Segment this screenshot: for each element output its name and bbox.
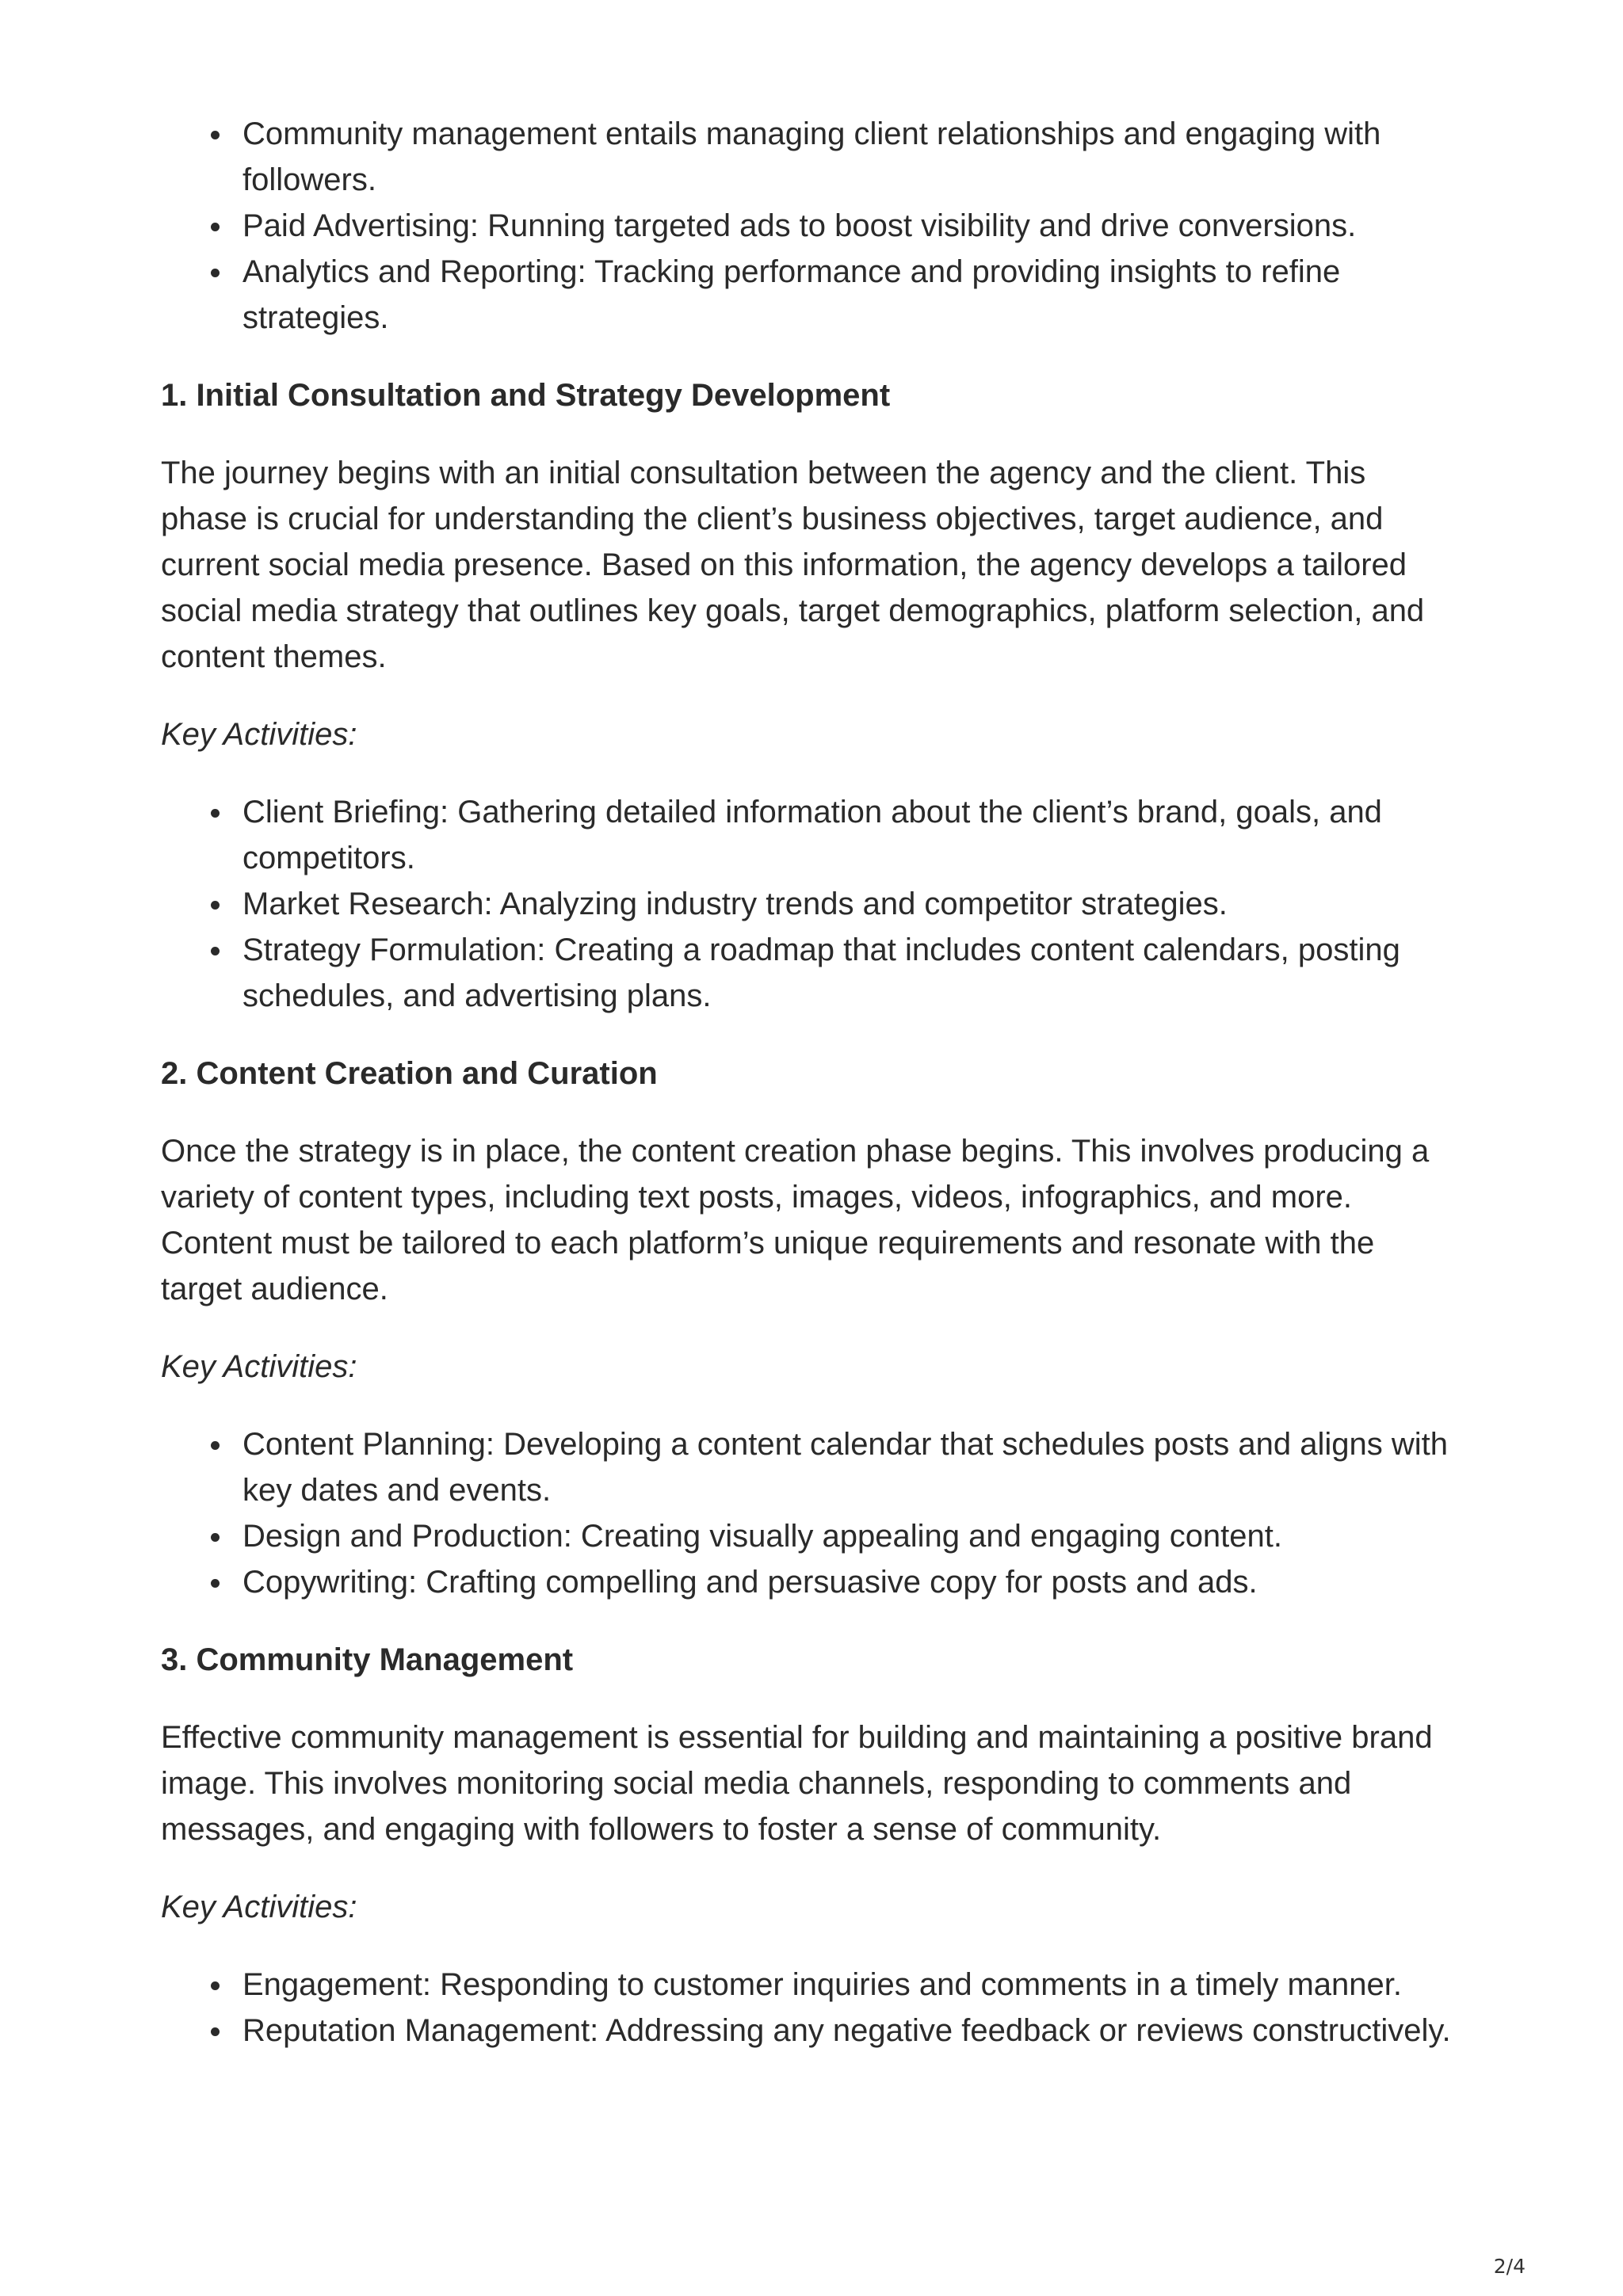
bullet-icon bbox=[211, 1579, 220, 1588]
bullet-icon bbox=[211, 269, 220, 277]
section-paragraph: The journey begins with an initial consultation between the agency and the client. This phase is crucial for understanding the client’s business objectives, target audience, and current social media presence. Based on this information, the agency develops a tailored social media strategy that outlines key goals, target demographics, platform selection, and content themes. bbox=[161, 456, 1425, 674]
list-item: Design and Production: Creating visually appealing and engaging content. bbox=[161, 1513, 1461, 1559]
key-activities-label: Key Activities: bbox=[161, 1890, 357, 1924]
bullet-icon bbox=[211, 223, 220, 231]
bullet-icon bbox=[211, 1441, 220, 1450]
bullet-icon bbox=[211, 901, 220, 910]
list-item: Engagement: Responding to customer inquiries and comments in a timely manner. bbox=[161, 1962, 1461, 2008]
section-heading: 3. Community Management bbox=[161, 1642, 574, 1677]
section-paragraph: Once the strategy is in place, the content creation phase begins. This involves producing a variety of content types, including text posts, images, videos, infographics, and more. Content must be tailored to each platform’s unique requirements and resonate with the target audience. bbox=[161, 1134, 1430, 1306]
list-item: Client Briefing: Gathering detailed information about the client’s brand, goals, and competitors. bbox=[161, 789, 1461, 881]
key-activities-list bbox=[161, 789, 1461, 1019]
section-heading: 2. Content Creation and Curation bbox=[161, 1056, 658, 1091]
bullet-icon bbox=[211, 947, 220, 955]
list-item: Community management entails managing client relationships and engaging with followers. bbox=[161, 111, 1461, 203]
list-item: Market Research: Analyzing industry trends and competitor strategies. bbox=[161, 881, 1461, 927]
bullet-icon bbox=[211, 1981, 220, 1990]
list-item: Copywriting: Crafting compelling and persuasive copy for posts and ads. bbox=[161, 1559, 1461, 1605]
page-number: 2/4 bbox=[1493, 2255, 1526, 2278]
bullet-icon bbox=[211, 1533, 220, 1542]
key-activities-list bbox=[161, 1421, 1461, 1605]
key-activities-label: Key Activities: bbox=[161, 717, 357, 752]
bullet-icon bbox=[211, 2027, 220, 2036]
list-item: Strategy Formulation: Creating a roadmap that includes content calendars, posting schedules, and advertising plans. bbox=[161, 927, 1461, 1019]
bullet-icon bbox=[211, 131, 220, 139]
section-heading: 1. Initial Consultation and Strategy Development bbox=[161, 378, 891, 413]
key-activities-list bbox=[161, 1962, 1461, 2054]
list-item: Paid Advertising: Running targeted ads to boost visibility and drive conversions. bbox=[161, 203, 1461, 249]
key-activities-label: Key Activities: bbox=[161, 1349, 357, 1384]
list-item: Content Planning: Developing a content calendar that schedules posts and aligns with key dates and events. bbox=[161, 1421, 1461, 1513]
bullet-icon bbox=[211, 809, 220, 818]
top-bullet-list bbox=[161, 111, 1461, 341]
list-item: Analytics and Reporting: Tracking performance and providing insights to refine strategies. bbox=[161, 249, 1461, 341]
section-paragraph: Effective community management is essential for building and maintaining a positive brand image. This involves monitoring social media channels, responding to comments and messages, and engaging with followers to foster a sense of community. bbox=[161, 1720, 1433, 1847]
page-content bbox=[161, 111, 1461, 2054]
list-item: Reputation Management: Addressing any negative feedback or reviews constructively. bbox=[161, 2008, 1461, 2054]
